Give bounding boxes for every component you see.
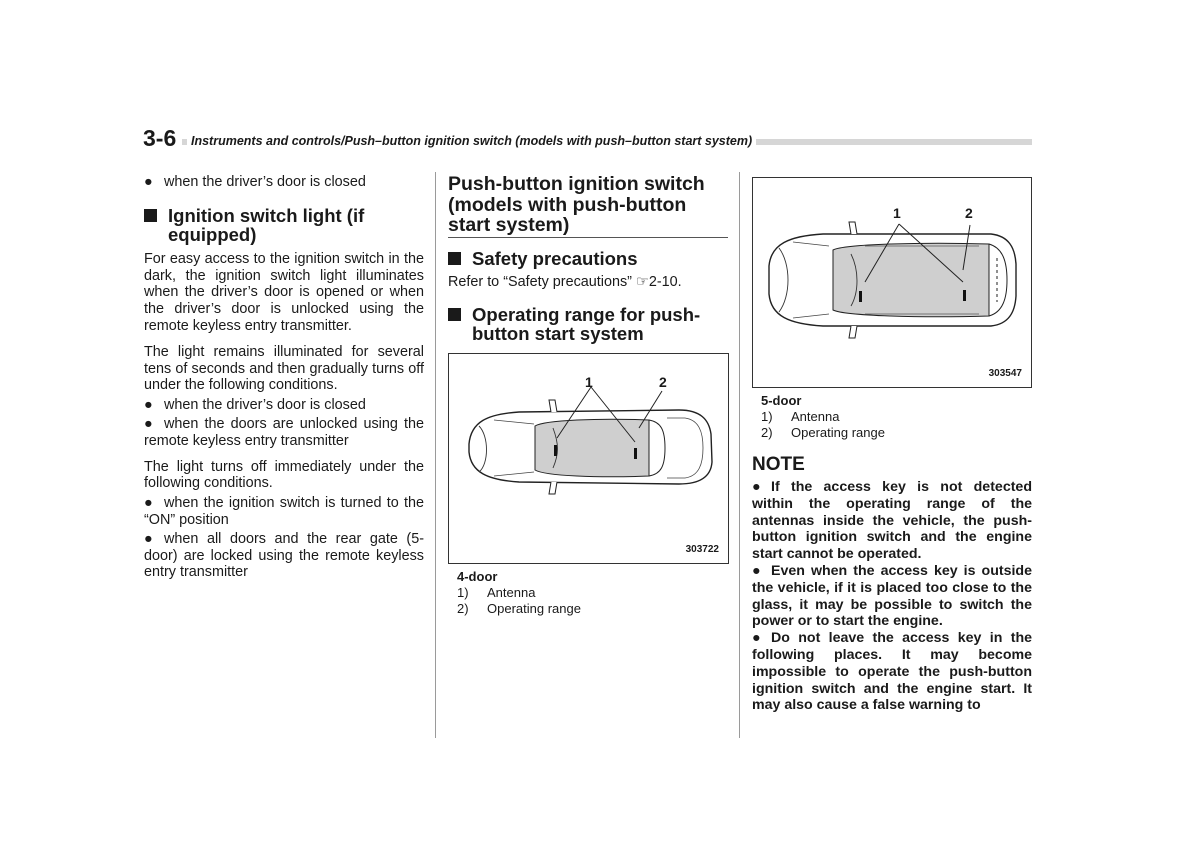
caption-item: 1) Antenna xyxy=(457,584,536,600)
figure-5door xyxy=(752,177,1032,388)
note-item: ● Even when the access key is outside the vehicle, if it is placed too close to the glass, it may be possible to switch the power or to start the engine. xyxy=(752,562,1032,630)
list-item: ● when the doors are unlocked using the remote keyless entry transmitter xyxy=(144,415,424,449)
column-divider-2 xyxy=(739,172,740,738)
caption-item: 1) Antenna xyxy=(761,409,840,424)
running-header-title: Instruments and controls/Push–button ignition switch (models with push–button start system) xyxy=(187,133,756,149)
antenna-mark xyxy=(859,291,862,302)
antenna-mark xyxy=(963,290,966,301)
figure-number: 303722 xyxy=(685,543,719,555)
figure-number: 303547 xyxy=(988,368,1022,379)
section-square-icon xyxy=(144,209,157,222)
callout-2: 2 xyxy=(659,373,667,390)
section-heading-operating-range: Operating range for push-button start system xyxy=(448,305,728,344)
note-item: ● If the access key is not detected within the operating range of the antennas inside the vehicle, the push-button ignition switch and the engine start cannot be operated. xyxy=(752,479,1032,563)
caption-item: 2) Operating range xyxy=(457,600,581,616)
safety-reference: Refer to “Safety precautions” ☞2-10. xyxy=(448,274,682,290)
note-item: ● Do not leave the access key in the following places. It may become impossible to operate the push-button ignition switch and the engine start. It may also cause a false warning to xyxy=(752,630,1032,714)
caption-item: 2) Operating range xyxy=(761,425,885,440)
list-item: ● when the driver’s door is closed xyxy=(144,174,366,190)
list-item: ● when the driver’s door is closed xyxy=(144,397,366,414)
car-5door-diagram xyxy=(753,178,1031,387)
column-divider-1 xyxy=(435,172,436,738)
column-left xyxy=(144,174,424,583)
main-heading: Push-button ignition switch (models with push-button start system) xyxy=(448,174,728,238)
section-square-icon xyxy=(448,252,461,265)
note-heading: NOTE xyxy=(752,454,805,475)
callout-2: 2 xyxy=(965,205,973,221)
section-square-icon xyxy=(448,308,461,321)
antenna-mark xyxy=(554,445,557,456)
figure-4door xyxy=(448,353,729,564)
paragraph: The light turns off immediately under the following conditions. xyxy=(144,458,424,492)
column-middle xyxy=(448,174,728,617)
paragraph: The light remains illuminated for several tens of seconds and then gradually turns off under the following conditions. xyxy=(144,343,424,394)
callout-1: 1 xyxy=(585,373,593,390)
section-heading-ignition-light: Ignition switch light (if equipped) xyxy=(144,206,424,245)
column-right xyxy=(752,177,1032,714)
antenna-mark xyxy=(634,448,637,459)
paragraph: For easy access to the ignition switch in the dark, the ignition switch light illuminates when the driver’s door is opened or when the driver’s door is unlocked using the remote keyless entry transmitter. xyxy=(144,250,424,334)
section-heading-safety: Safety precautions xyxy=(448,249,728,269)
figure-caption-title: 4-door xyxy=(457,568,498,584)
list-item: ● when all doors and the rear gate (5-door) are locked using the remote keyless entry transmitter xyxy=(144,530,424,581)
page-number: 3-6 xyxy=(143,124,182,152)
list-item: ● when the ignition switch is turned to the “ON” position xyxy=(144,495,424,528)
operating-range-area xyxy=(535,419,649,477)
figure-caption-title: 5-door xyxy=(761,393,802,408)
callout-1: 1 xyxy=(893,205,901,221)
